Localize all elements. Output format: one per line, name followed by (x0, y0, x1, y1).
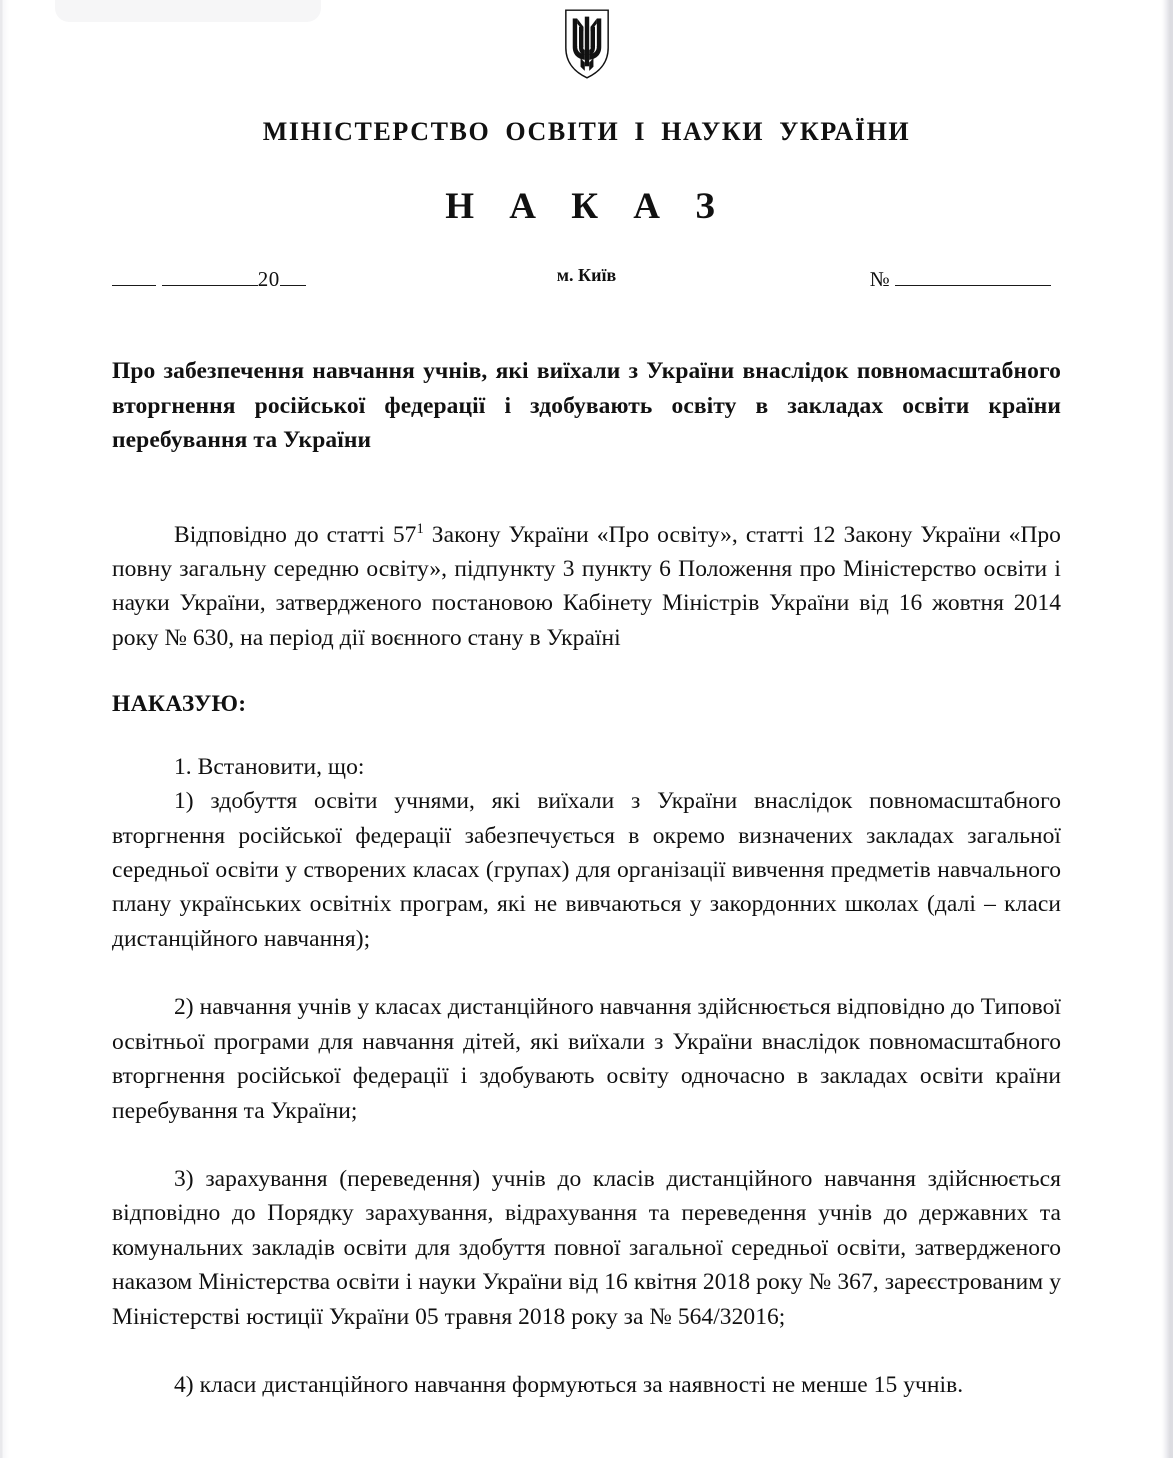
order-number-field[interactable] (870, 267, 1051, 292)
subitem-1: 1) здобуття освіти учнями, які виїхали з України внаслідок повномасштабного вторгнення російської федерації забезпечується в окремо визначених закладах загальної середньої освіти у створених класах (групах) для організації вивчення предметів навчального плану українських освітніх програм, які не вивчаються у закордонних школах (далі – класи дистанційного навчання); (112, 788, 1061, 952)
preamble-superscript: 1 (416, 520, 424, 537)
order-number-blank (895, 270, 1051, 286)
date-year-prefix: 20 (257, 267, 280, 291)
number-symbol: № (869, 267, 890, 291)
preamble-paragraph (112, 518, 1061, 656)
order-verb: НАКАЗУЮ: (112, 691, 247, 718)
order-heading: Н А К А З (445, 186, 728, 227)
subitem-4: 4) класи дистанційного навчання формуються за наявності не менше 15 учнів. (174, 1372, 964, 1399)
subitem-2: 2) навчання учнів у класах дистанційного навчання здійснюється відповідно до Типової освітньої програми для навчання дітей, які виїхали з України внаслідок повномасштабного вторгнення російської федерації і здобувають освіту одночасно в закладах освіти країни перебування та України; (112, 994, 1061, 1124)
ukrainian-trident-coat-of-arms-icon (564, 8, 610, 80)
order-date-field[interactable] (112, 267, 306, 292)
date-day-blank (112, 270, 156, 286)
order-meta-row (112, 258, 1061, 292)
document-body (112, 518, 1061, 1403)
subitem-3: 3) зарахування (переведення) учнів до класів дистанційного навчання здійснюється відповідно до Порядку зарахування, відрахування та переведення учнів до державних та комунальних закладів освіти для здобуття повної загальної середньої освіти, затвердженого наказом Міністерства освіти і науки України від 16 квітня 2018 року № 367, зареєстрованим у Міністерстві юстиції України 05 травня 2018 року за № 564/32016; (112, 1165, 1061, 1330)
date-month-blank (162, 270, 258, 286)
date-year-blank (280, 270, 306, 286)
preamble-text-part2: Закону України «Про освіту», статті 12 Закону України «Про повну загальну середню освіту», підпункту 3 пункту 6 Положення про Міністерство освіти і науки України, затвердженого постановою Кабінету Міністрів України від 16 жовтня 2014 року № 630, на період дії воєнного стану в Україні (112, 521, 1061, 651)
order-city: м. Київ (556, 265, 617, 285)
document-title: Про забезпечення навчання учнів, які виїхали з України внаслідок повномасштабного вторгнення російської федерації і здобувають освіту в закладах освіти країни перебування та України (112, 358, 1061, 454)
ministry-header: МІНІСТЕРСТВО ОСВІТИ І НАУКИ УКРАЇНИ (262, 117, 911, 146)
preamble-text-part1: Відповідно до статті 57 (174, 521, 417, 548)
emblem-container (112, 0, 1061, 85)
item-1-intro: 1. Встановити, що: (174, 753, 365, 780)
